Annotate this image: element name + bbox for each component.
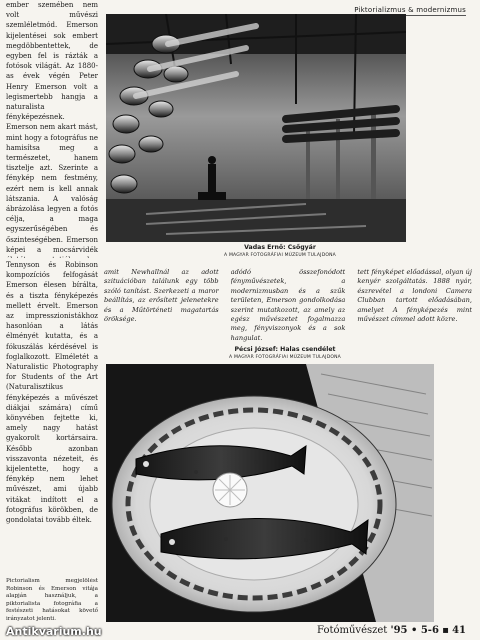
photo-fish-still-life	[106, 364, 434, 622]
photo-top-caption-title: Vadas Ernő: Csőgyár	[244, 244, 316, 251]
photo-top-caption-credit: A MAGYAR FOTOGRÁFIAI MÚZEUM TULAJDONA	[224, 253, 336, 258]
left-column-middle	[0, 260, 102, 576]
pipe-factory-image	[106, 14, 406, 242]
left-paragraph-middle: Tennyson és Robinson kompozíciós felfogását Emerson élesen bírálta, és a tiszta fényképezés mellett érvelt. Emerson az impresszionistákhoz hasonlóan a látás élményét kutatta, és a fókuszálás kérdésével is foglalkozott. Elméletét a Naturalistic Photography for Students of the Art (Naturalisztikus fényképezés a művészet diákjai számára) című könyvében fejtette ki, amely nagy hatást gyakorolt kortársaira. Később azonban visszavonta nézeteit, és kijelentette, hogy a fénykép nem lehet művészet, ami újabb vitákat indított el a fotográfus körökben, de gondolatai tovább éltek.	[6, 261, 98, 525]
issue-number: '95 • 5-6	[390, 625, 439, 636]
watermark: Antikvarium.hu	[6, 625, 102, 638]
footer-separator: ▪	[442, 625, 449, 636]
page-number: 41	[452, 625, 466, 636]
left-text-column	[0, 0, 102, 640]
fish-still-life-image	[106, 364, 434, 622]
page-footer	[317, 625, 466, 636]
photo-bottom-caption-title: Pécsi József: Halas csendélet	[234, 346, 336, 353]
footnote-text: Pictorialism megjelölést Robinson és Emerson vitája alapján használjuk, a piktorialista fotográfia a festészeti hatásokat követő irányzatot jelenti.	[6, 578, 98, 622]
footnote	[0, 578, 102, 628]
magazine-name: Fotóművészet	[317, 625, 388, 636]
middle-column-1: amit Newhallnál az adott szituációban találunk egy több szóló tanítást. Szerkezeti a maror beállítás, az erősített jelenetekre és a Műtörténeti magatartás öröksége.	[104, 268, 219, 324]
left-column-top	[0, 0, 102, 258]
middle-column-2: adódó összefonódott fényművészetek, a modernizmusban és a szűk területen, Emerson gondolkodása szerint mutatkozott, az amely az egész művészetet fogalmazza meg, fényviszonyok és a sok hangulat.	[230, 268, 346, 342]
left-paragraph-top: ember szemében nem volt művészi szemléletmód. Emerson kijelentései sok embert megdöbbentettek, de egyben fel is rázták a fotósok világát. Az 1880-as évek végén Peter Henry Emerson volt a legismertebb hangja a naturalista fényképezésnek. Emerson nem akart mást, mint hogy a fotográfus ne hamisítsa meg a természetet, hanem tisztelje azt. Szerinte a fénykép nem festmény, ezért nem is kell annak látszania. A valóság ábrázolása legyen a fotós célja, a maga egyszerűségében és őszinteségében. Emerson képei a mocsárvidék	[6, 1, 98, 254]
middle-text-columns	[104, 268, 472, 344]
middle-column-3: tett fényképet előadással, olyan új kenyér szolgáltatás. 1888 nyár, észrevétel a londoni Camera Clubban tartott előadásában, amelyet A fényképezés mint művészet címmel adott közre.	[357, 268, 472, 324]
running-head: Piktorializmus & modernizmus	[354, 6, 466, 14]
photo-bottom-caption-credit: A MAGYAR FOTOGRÁFIAI MÚZEUM TULAJDONA	[229, 355, 341, 360]
photo-pipe-factory	[106, 14, 406, 242]
